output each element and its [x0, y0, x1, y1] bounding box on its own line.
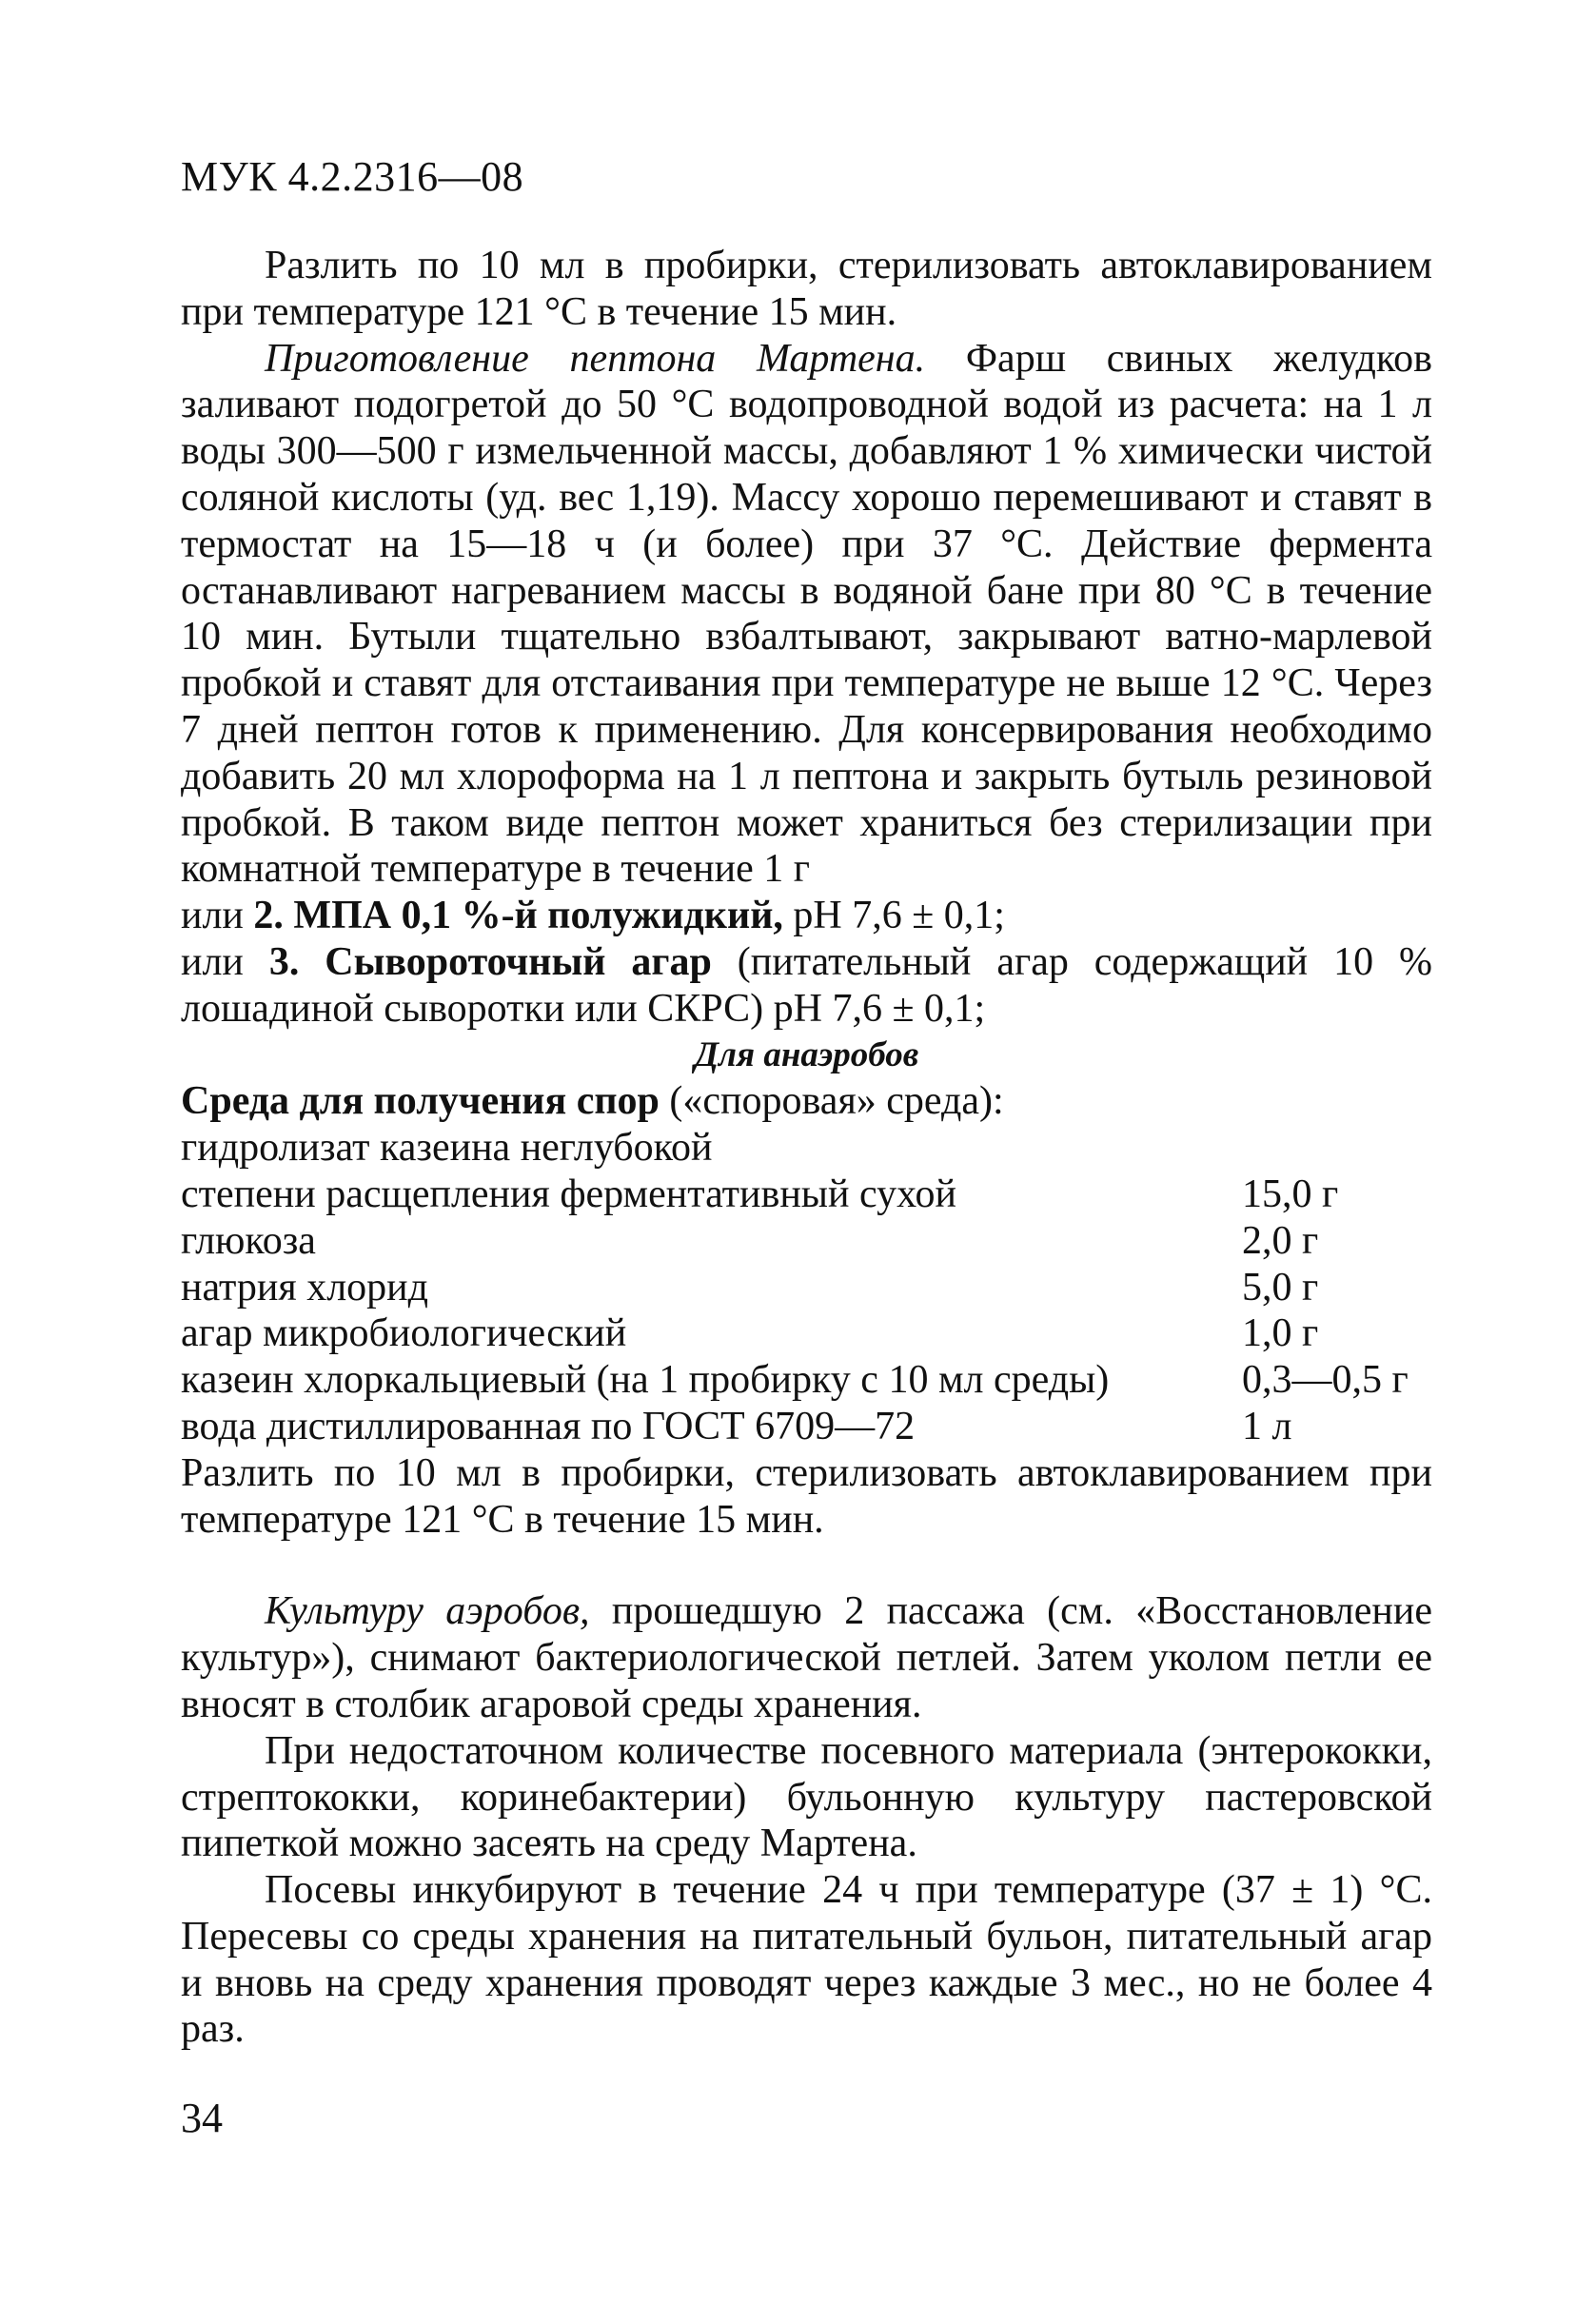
option-2-rest: рН 7,6 ± 0,1; — [782, 894, 1005, 938]
ingredient-row — [181, 1218, 1432, 1265]
spore-medium-rest: («споровая» среда): — [659, 1079, 1004, 1124]
option-3-prefix: или — [181, 939, 269, 984]
spore-medium-pour-instruction: Разлить по 10 мл в пробирки, стерилизовать автоклавированием при температуре 121 °С в течение 15 мин. — [181, 1450, 1432, 1542]
option-2-bold: 2. МПА 0,1 %-й полужидкий, — [253, 894, 783, 938]
marten-peptone-paragraph — [181, 336, 1432, 894]
spore-medium-bold: Среда для получения спор — [181, 1079, 660, 1124]
aerobes-culture-title: Культуру аэробов, — [265, 1589, 590, 1634]
page-body — [181, 243, 1432, 2053]
ingredient-row — [181, 1265, 1432, 1311]
anaerobes-heading: Для анаэробов — [694, 1034, 919, 1074]
option-2-line — [181, 893, 1432, 939]
ingredient-name: глюкоза — [181, 1218, 316, 1263]
marten-peptone-text: Фарш свиных желудков заливают подогретой до 50 °С водопроводной водой из расчета: на 1 л воды 300—500 г измельченной массы, добавляют 1 % химически чистой соляной кислоты (уд. вес 1,19). Массу хорошо перемешивают и ставят в термостат на 15—18 ч (и более) при 37 °С. Действие фермента останавливают нагреванием массы в водяной бане при 80 °С в течение 10 мин. Бутыли тщательно взбалтывают, закрывают ватно-марлевой пробкой и ставят для отстаивания при температуре не выше 12 °С. Через 7 дней пептон готов к применению. Для консервирования необходимо добавить 20 мл хлороформа на 1 л пептона и закрыть бутыль резиновой пробкой. В таком виде пептон может храниться без стерилизации при комнатной температуре в течение 1 г — [181, 336, 1433, 892]
paragraph-gap — [181, 1543, 1432, 1588]
insufficient-material-paragraph: При недостаточном количестве посевного материала (энтерококки, стрептококки, коринебактерии) бульонную культуру пастеровской пипеткой можно засеять на среду Мартена. — [181, 1728, 1432, 1866]
ingredient-name: вода дистиллированная по ГОСТ 6709—72 — [181, 1404, 916, 1448]
ingredient-row — [181, 1357, 1432, 1404]
ingredient-row — [181, 1404, 1432, 1450]
pour-instruction-paragraph: Разлить по 10 мл в пробирки, стерилизовать автоклавированием при температуре 121 °С в течение 15 мин. — [181, 244, 1432, 334]
option-2-prefix: или — [181, 894, 254, 938]
spore-medium-title — [181, 1078, 1432, 1125]
ingredient-qty: 5,0 г — [1242, 1265, 1319, 1310]
ingredient-qty: 1,0 г — [1242, 1311, 1319, 1356]
page-number: 34 — [181, 2095, 223, 2141]
ingredient-qty: 2,0 г — [1242, 1218, 1319, 1263]
ingredient-name: казеин хлоркальциевый (на 1 пробирку с 10 мл среды) — [181, 1358, 1110, 1403]
marten-peptone-title: Приготовление пептона Мартена. — [265, 336, 926, 381]
ingredient-qty: 0,3—0,5 г — [1242, 1358, 1409, 1403]
document-code-header: МУК 4.2.2316—08 — [181, 153, 524, 200]
ingredient-name: натрия хлорид — [181, 1265, 428, 1310]
aerobes-culture-paragraph — [181, 1588, 1432, 1727]
incubation-paragraph: Посевы инкубируют в течение 24 ч при температуре (37 ± 1) °С. Пересевы со среды хранения на питательный бульон, питательный агар и вновь на среду хранения проводят через каждые 3 мес., но не более 4 раз. — [181, 1868, 1432, 2052]
aerobes-culture-text: прошедшую 2 пассажа (см. «Восстановление культур»), снимают бактериологической петлей. Затем уколом петли ее вносят в столбик агаровой среды хранения. — [181, 1589, 1432, 1726]
ingredient-name: степени расщепления ферментативный сухой — [181, 1172, 956, 1216]
ingredient-qty: 15,0 г — [1242, 1172, 1339, 1216]
ingredient-qty: 1 л — [1242, 1404, 1292, 1448]
ingredient-row — [181, 1172, 1432, 1218]
ingredient-name: агар микробиологический — [181, 1311, 627, 1356]
option-3-line — [181, 939, 1432, 1033]
option-3-rest: (питательный агар содержащий 10 % лошадиной сыворотки или СКРС) рН 7,6 ± 0,1; — [181, 939, 1432, 1031]
ingredient-row — [181, 1310, 1432, 1357]
ingredient-line-casein: гидролизат казеина неглубокой — [181, 1126, 713, 1171]
option-3-bold: 3. Сывороточный агар — [268, 939, 712, 984]
